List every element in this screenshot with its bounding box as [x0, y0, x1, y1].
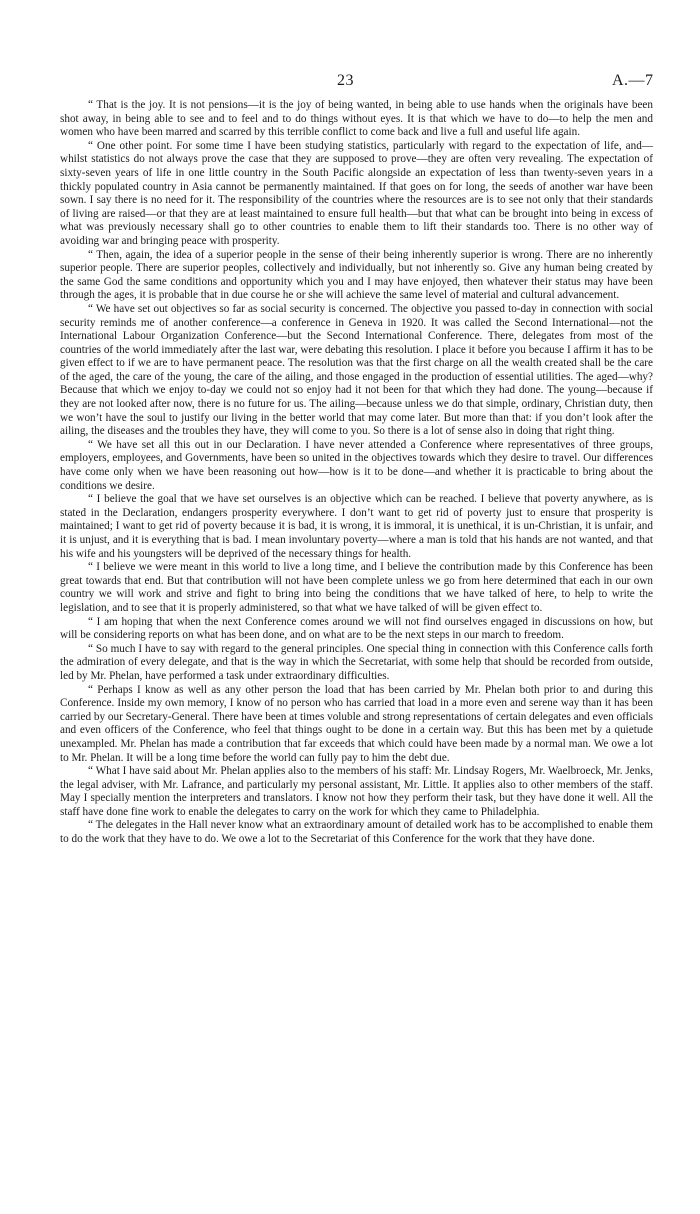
document-reference: A.—7 — [612, 72, 654, 89]
paragraph: “ We have set out objectives so far as social security is concerned. The objective you passed to-day in connection with social security reminds me of another conference—a conference in Geneva in 1920. It was called the Second International—not the International Labour Organization Conference—but the Second International Conference. There, delegates from most of the countries of the world immediately after the last war, were debating this resolution. I place it before you because I affirm it has to be given effect to if we are to have permanent peace. The resolution was that the first charge on all the wealth created shall be the care of the aged, the care of the young, the care of the ailing, and those engaged in the production of essential utilities. The aged—why? Because that which we enjoy to-day we could not so enjoy had it not been for that which they had done. The young—because if they are not looked after now, there is no future for us. The ailing—because unless we do that simple, ordinary, Christian duty, then we won’t have the soul to justify our living in the better world that may come later. But more than that: if you don’t look after the ailing, the diseases and the troubles they have, they will come to you. So there is a lot of sense also in doing that right thing. — [60, 302, 653, 438]
paragraph: “ Perhaps I know as well as any other person the load that has been carried by Mr. Phelan both prior to and during this Conference. Inside my own memory, I know of no person who has carried that load in a more even and serene way than it has been carried by our Secretary-General. There have been at times voluble and strong representations of certain delegates and even officials and even officers of the Conference, who feel that things ought to be done in a certain way. But this has been met by a quietude unexampled. Mr. Phelan has made a contribution that far exceeds that which could have been made by a normal man. We owe a lot to Mr. Phelan. It will be a long time before the world can fully pay to him the debt due. — [60, 683, 653, 764]
paragraph: “ Then, again, the idea of a superior people in the sense of their being inherently superior is wrong. There are no inherently superior people. There are superior peoples, collectively and individually, but not inherently so. Give any human being created by the same God the same conditions and opportunity which you and I may have enjoyed, then whatever their status may have been through the ages, it is probable that in due course he or she will achieve the same level of material and cultural advancement. — [60, 248, 653, 302]
paragraph: “ I believe the goal that we have set ourselves is an objective which can be reached. I believe that poverty anywhere, as is stated in the Declaration, endangers prosperity everywhere. I don’t want to get rid of poverty just to ensure that prosperity is maintained; I want to get rid of poverty because it is bad, it is wrong, it is immoral, it is unethical, it is un-Christian, it is unfair, and it is unjust, and it is everything that is bad. I mean involuntary poverty—where a man is told that his hands are not wanted, and that his wife and his youngsters will be deprived of the necessary things for health. — [60, 493, 653, 560]
paragraph: “ So much I have to say with regard to the general principles. One special thing in connection with this Conference calls forth the admiration of every delegate, and that is the way in which the Secretariat, with some help that should be recorded from outside, led by Mr. Phelan, have performed a task under extraordinary difficulties. — [60, 642, 653, 682]
paragraph: “ We have set all this out in our Declaration. I have never attended a Conference where representatives of three groups, employers, employees, and Governments, have been so united in the objectives towards which they desire to travel. Our differences have come only when we have been reasoning out how—how is it to be done—and whether it is practicable to bring about the conditions we desire. — [60, 438, 653, 492]
body-text — [60, 99, 653, 847]
page-number: 23 — [337, 72, 354, 89]
paragraph: “ What I have said about Mr. Phelan applies also to the members of his staff: Mr. Lindsay Rogers, Mr. Waelbroeck, Mr. Jenks, the legal adviser, with Mr. Lafrance, and particularly my personal assistant, Mr. Little. It applies also to other members of the staff. May I specially mention the interpreters and translators. I know not how they perform their task, but they have done it well. All the staff have done fine work to enable the delegates to carry on the work for which they came to Philadelphia. — [60, 765, 653, 818]
paragraph: “ One other point. For some time I have been studying statistics, particularly with regard to the expectation of life, and—whilst statistics do not always prove the case that they are supposed to prove—they are often very revealing. The expectation of sixty-seven years of life in one little country in the South Pacific alongside an expectation of less than twenty-seven years in a thickly populated country in Asia cannot be permanently maintained. If that goes on for long, the seeds of another war have been sown. I say there is no need for it. The responsibility of the countries where the resources are is to see not only that their standards of living are raised—or that they are at least maintained to ensure full health—but that what can be brought into being in excess of what was previously necessary shall go to other countries to enable them to lift their standards too. There is no other way of avoiding war and bringing peace with prosperity. — [60, 139, 653, 247]
paragraph: “ I believe we were meant in this world to live a long time, and I believe the contribution made by this Conference has been great towards that end. But that contribution will not have been complete unless we go from here determined that each in our own country we will work and strive and fight to bring into being the conditions that we have talked of here, to help to write the legislation, and to see that it is properly administered, so that what we have talked of will be given effect to. — [60, 561, 653, 614]
paragraph: “ The delegates in the Hall never know what an extraordinary amount of detailed work has to be accomplished to enable them to do the work that they have to do. We owe a lot to the Secretariat of this Conference for the work that they have done. — [60, 819, 653, 846]
paragraph: “ I am hoping that when the next Conference comes around we will not find ourselves engaged in discussions on how, but will be considering reports on what has been done, and on what are to be the next steps in our march to freedom. — [60, 615, 653, 642]
paragraph: “ That is the joy. It is not pensions—it is the joy of being wanted, in being able to use hands when the originals have been shot away, in being able to see and to feel and to do things without eyes. It is that which we have to do—to help the men and women who have been marred and scarred by this terrible conflict to come back and live a full and useful life again. — [60, 99, 653, 139]
